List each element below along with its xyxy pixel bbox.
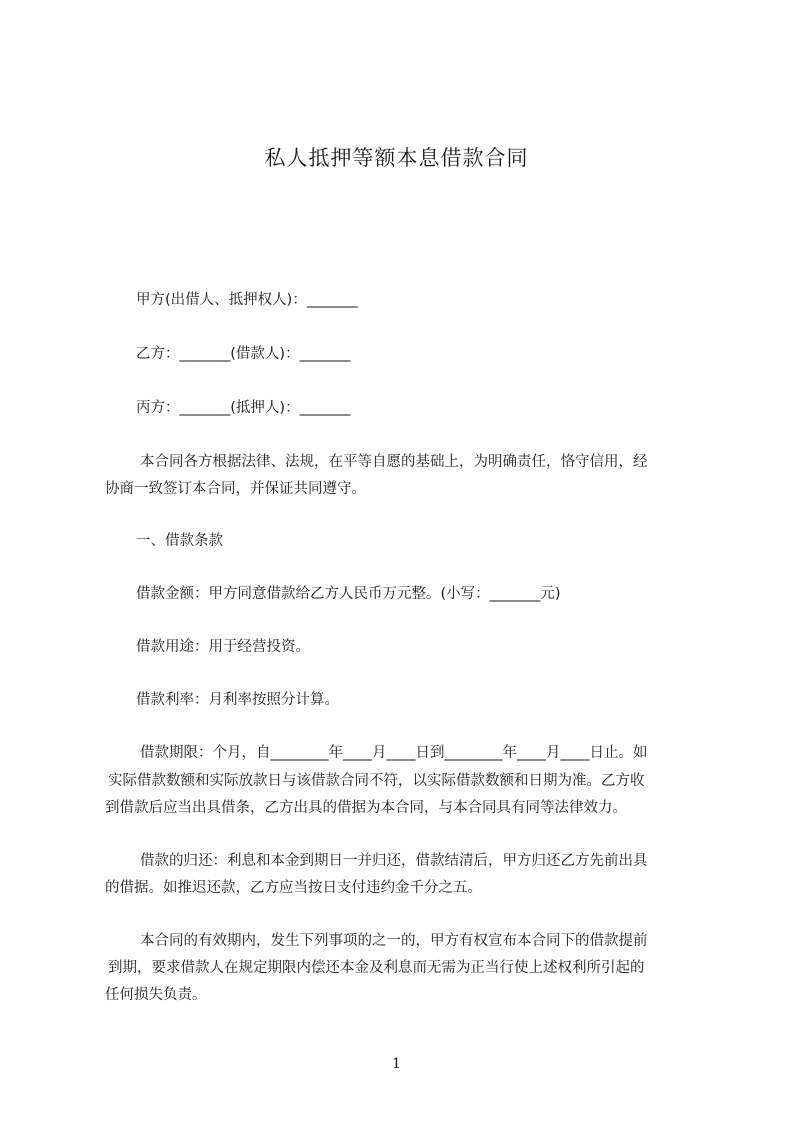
preamble-line-1: 本合同各方根据法律、法规，在平等自愿的基础上，为明确责任，恪守信用，经 — [140, 454, 648, 470]
loan-term-line-3: 到借款后应当出具借条，乙方出具的借据为本合同，与本合同具有同等法律效力。 — [105, 800, 627, 816]
acceleration-line-3: 任何损失负责。 — [105, 987, 207, 1003]
loan-term-line-2: 实际借款数额和实际放款日与该借款合同不符，以实际借款数额和日期为准。乙方收 — [108, 773, 645, 789]
acceleration-line-2: 到期，要求借款人在规定期限内偿还本金及利息而无需为正当行使上述权利所引起的 — [108, 960, 645, 976]
acceleration-line-1: 本合同的有效期内，发生下列事项的之一的，甲方有权宣布本合同下的借款提前 — [140, 933, 648, 949]
document-title: 私人抵押等额本息借款合同 — [264, 146, 529, 170]
loan-rate-line: 借款利率：月利率按照分计算。 — [136, 692, 339, 708]
repayment-line-1: 借款的归还：利息和本金到期日一并归还，借款结清后，甲方归还乙方先前出具 — [140, 853, 648, 869]
section-1-heading: 一、借款条款 — [136, 533, 223, 549]
party-b-line: 乙方：_______(借款人)：_______ — [136, 346, 351, 362]
loan-term-line-1: 借款期限：个月，自________年____月____日到________年____月____日止。如 — [140, 745, 648, 761]
repayment-line-2: 的借据。如推迟还款，乙方应当按日支付违约金千分之五。 — [105, 880, 482, 896]
party-c-line: 丙方：_______(抵押人)：_______ — [136, 400, 351, 416]
loan-amount-line: 借款金额：甲方同意借款给乙方人民币万元整。(小写：_______元) — [136, 586, 561, 602]
preamble-line-2: 协商一致签订本合同，并保证共同遵守。 — [105, 481, 366, 497]
party-a-line: 甲方(出借人、抵押权人)：_______ — [136, 292, 358, 308]
page-number: 1 — [392, 1056, 401, 1072]
loan-purpose-line: 借款用途：用于经营投资。 — [136, 639, 310, 655]
